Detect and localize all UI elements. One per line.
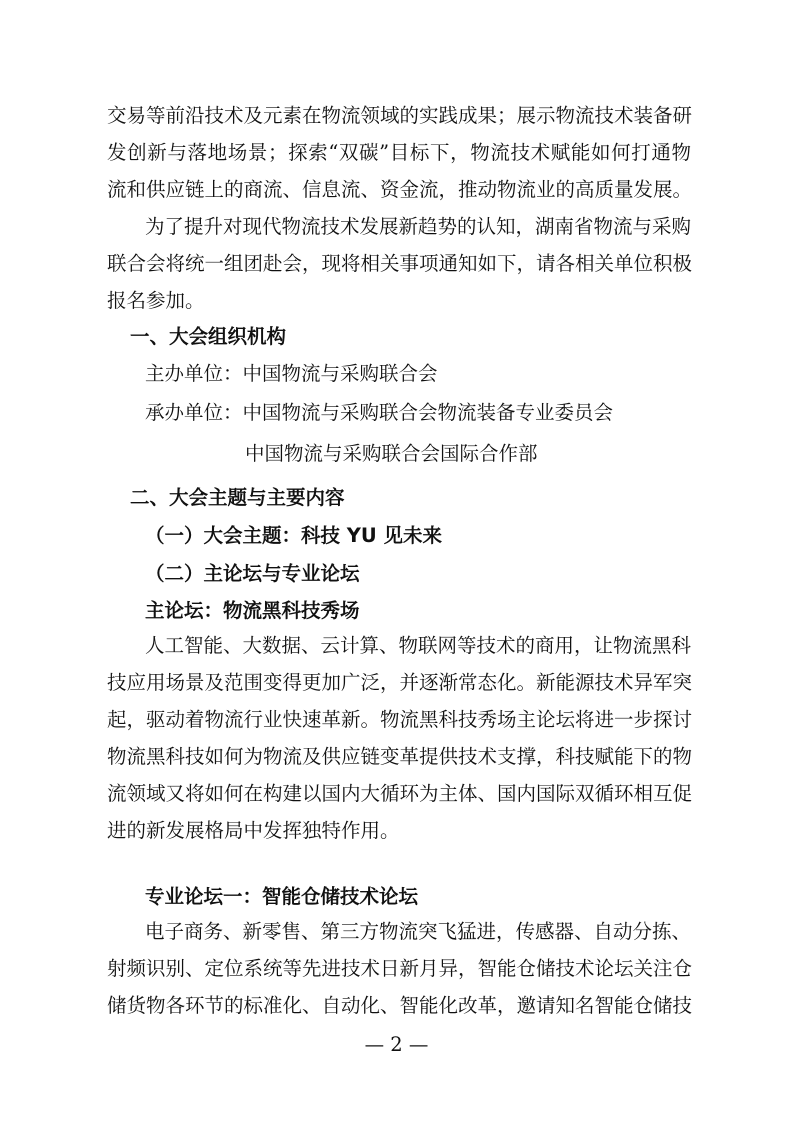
main-forum-title: 主论坛：物流黑科技秀场 — [145, 599, 360, 622]
notice-line-3: 报名参加。 — [107, 289, 205, 312]
main-forum-line-4: 物流黑科技如何为物流及供应链变革提供技术支撑，科技赋能下的物 — [107, 745, 693, 768]
page-number: — 2 — — [364, 1033, 429, 1056]
conference-theme: （一）大会主题：科技 YU 见未来 — [145, 524, 443, 547]
notice-line-1: 为了提升对现代物流技术发展新趋势的认知，湖南省物流与采购 — [145, 215, 692, 238]
main-forum-line-6: 进的新发展格局中发挥独特作用。 — [107, 819, 400, 842]
host-unit: 主办单位：中国物流与采购联合会 — [145, 362, 438, 385]
intro-line-3: 流和供应链上的商流、信息流、资金流，推动物流业的高质量发展。 — [107, 178, 693, 201]
forum1-line-3: 储货物各环节的标准化、自动化、智能化改革，邀请知名智能仓储技 — [107, 994, 693, 1017]
main-forum-line-5: 流领域又将如何在构建以国内大循环为主体、国内国际双循环相互促 — [107, 782, 693, 805]
organizer-unit-2: 中国物流与采购联合会国际合作部 — [245, 442, 538, 465]
forums-heading: （二）主论坛与专业论坛 — [145, 562, 360, 585]
notice-line-2: 联合会将统一组团赴会，现将相关事项通知如下，请各相关单位积极 — [107, 252, 693, 275]
main-forum-line-3: 起，驱动着物流行业快速革新。物流黑科技秀场主论坛将进一步探讨 — [107, 708, 693, 731]
section1-heading: 一、大会组织机构 — [130, 325, 287, 348]
section2-heading: 二、大会主题与主要内容 — [130, 486, 345, 509]
forum1-line-1: 电子商务、新零售、第三方物流突飞猛进，传感器、自动分拣、 — [145, 920, 692, 943]
forum1-line-2: 射频识别、定位系统等先进技术日新月异，智能仓储技术论坛关注仓 — [107, 957, 693, 980]
intro-line-2: 发创新与落地场景；探索“双碳”目标下，物流技术赋能如何打通物 — [107, 141, 691, 164]
organizer-unit-1: 承办单位：中国物流与采购联合会物流装备专业委员会 — [145, 401, 614, 424]
main-forum-line-2: 技应用场景及范围变得更加广泛，并逐渐常态化。新能源技术异军突 — [107, 671, 693, 694]
main-forum-line-1: 人工智能、大数据、云计算、物联网等技术的商用，让物流黑科 — [145, 634, 692, 657]
forum1-title: 专业论坛一：智能仓储技术论坛 — [145, 885, 419, 908]
intro-line-1: 交易等前沿技术及元素在物流领域的实践成果；展示物流技术装备研 — [107, 104, 693, 127]
